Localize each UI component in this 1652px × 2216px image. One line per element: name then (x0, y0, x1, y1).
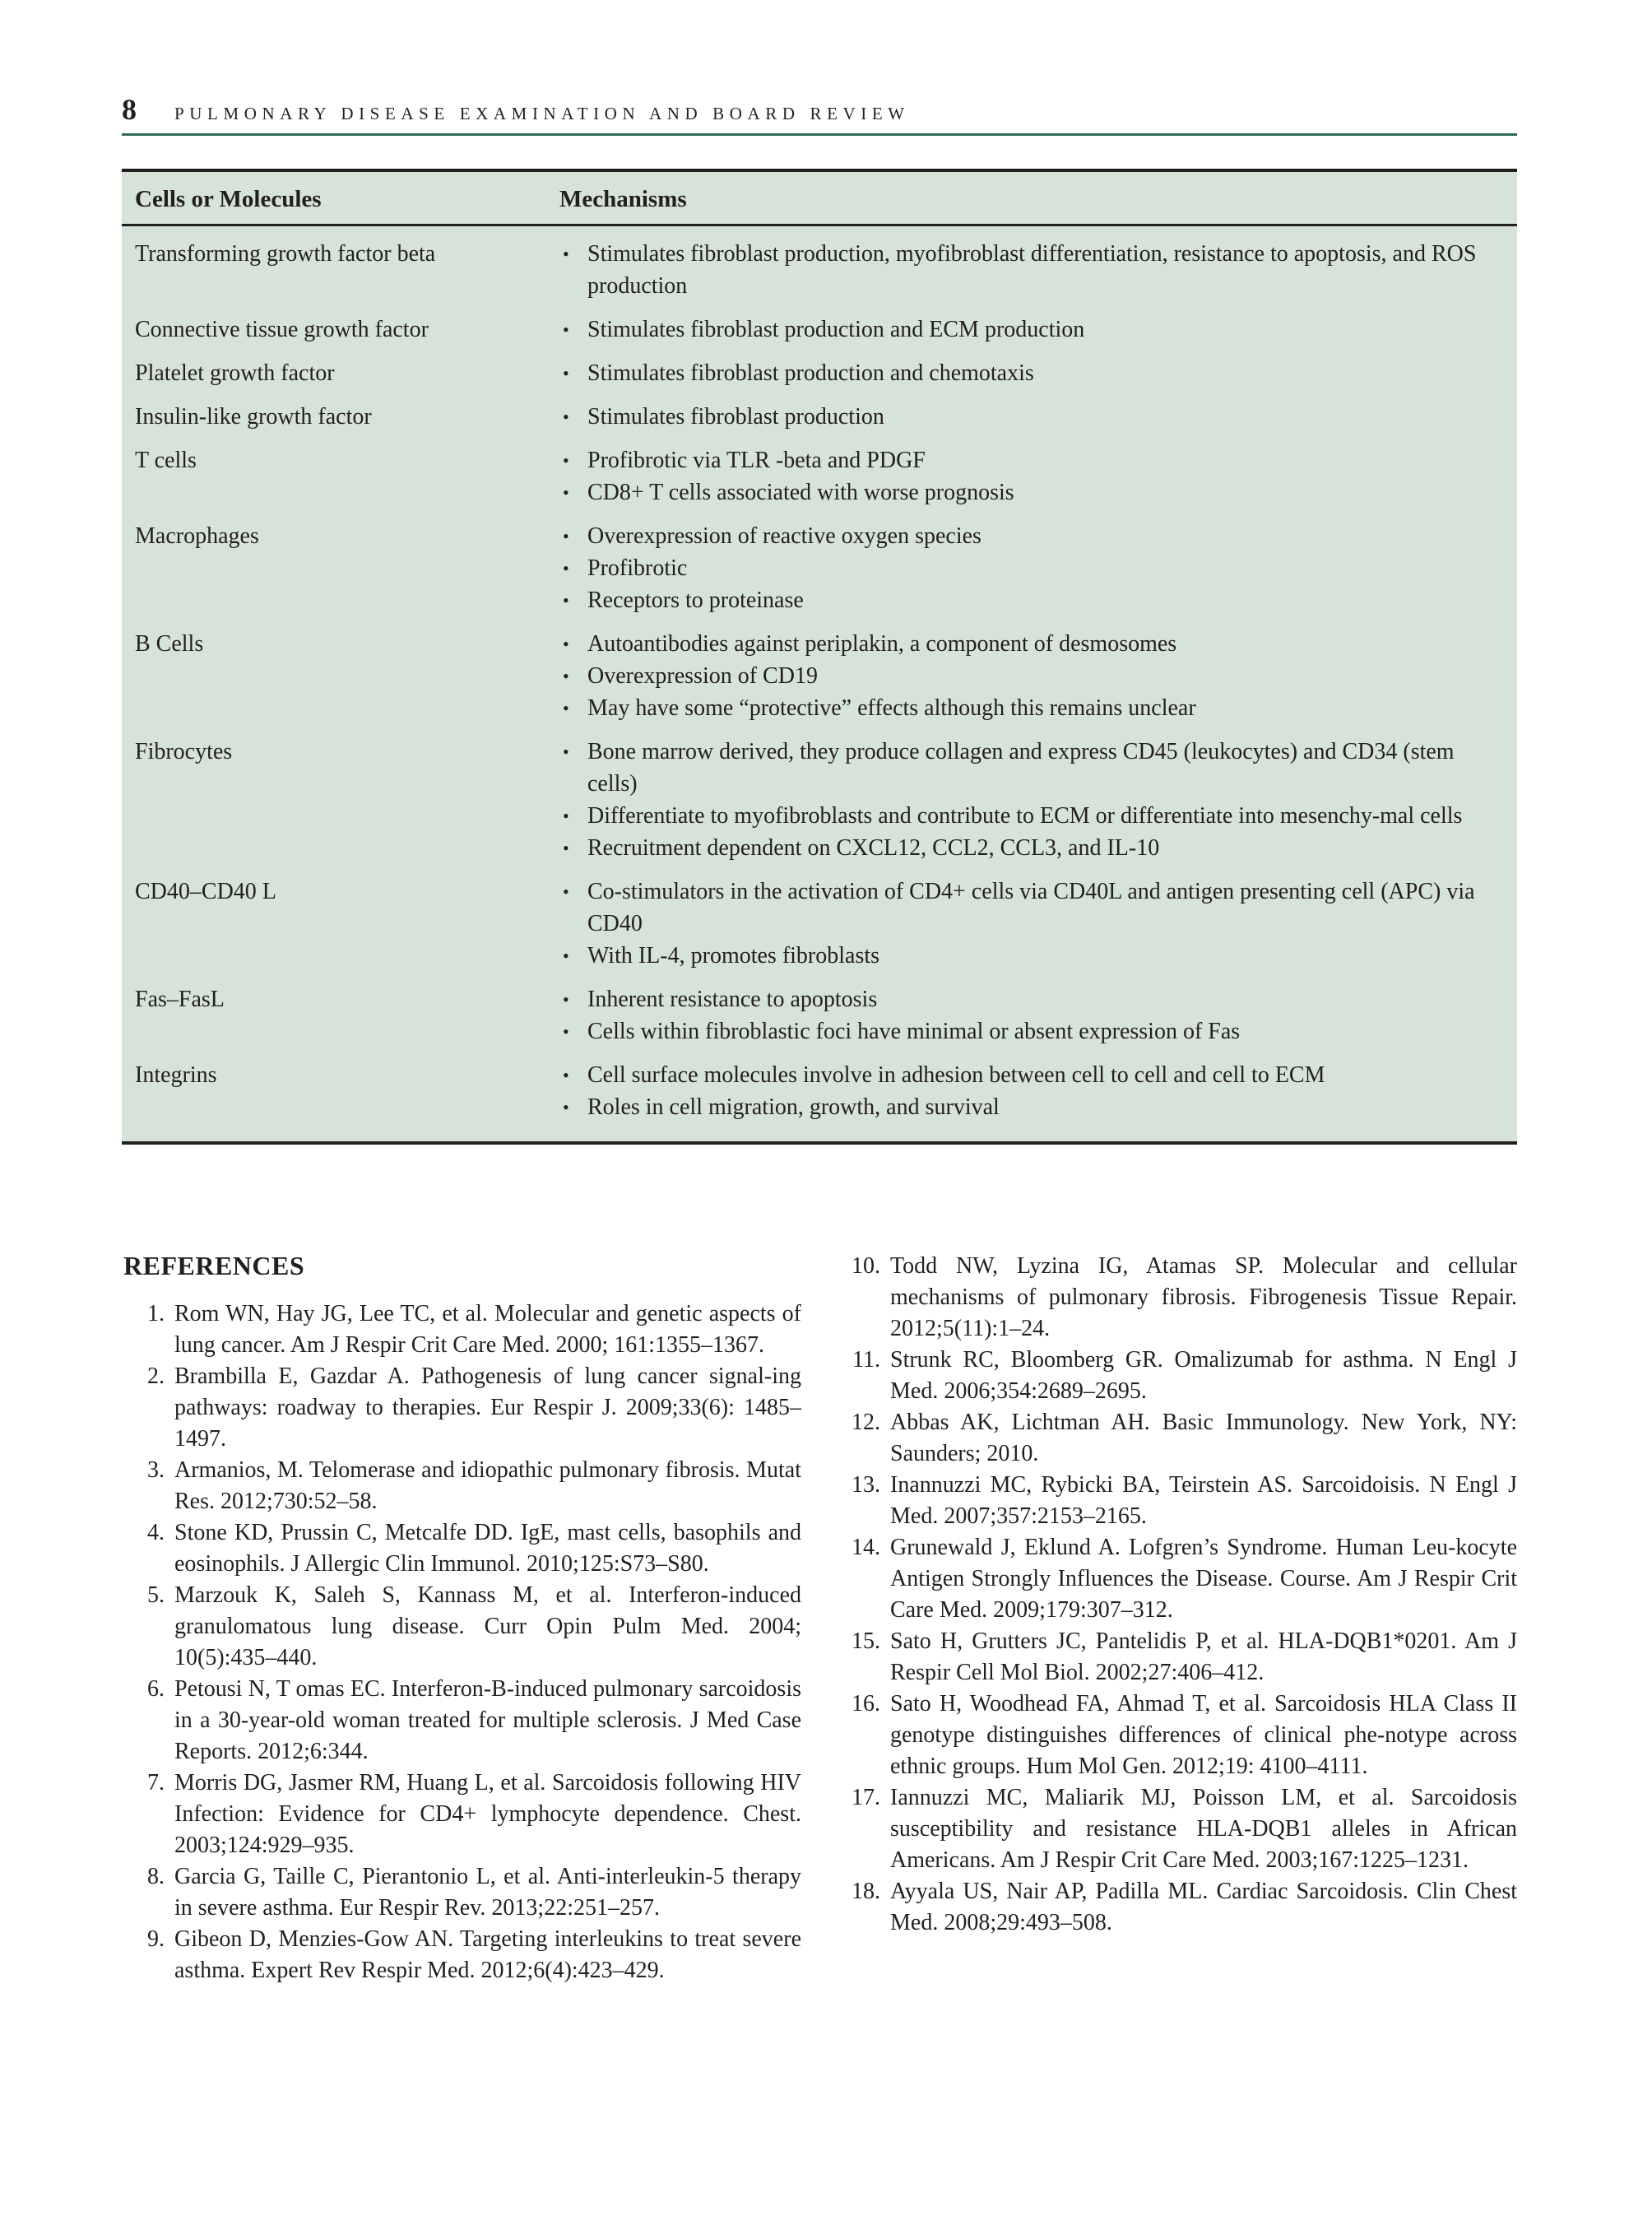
table-row (122, 307, 1517, 351)
row-label: Fas–FasL (135, 987, 225, 1012)
mechanism-bullet: • Bone marrow derived, they produce collagen and express CD45 (leukocytes) and CD34 (stem cells) (559, 736, 1502, 800)
reference-text: Iannuzzi MC, Maliarik MJ, Poisson LM, et al. Sarcoidosis susceptibility and resistance HLA-DQB1 alleles in African Americans. Am J Respir Crit Care Med. 2003;167:1225–1231. (890, 1785, 1517, 1873)
mechanism-bullet: • Stimulates fibroblast production and chemotaxis (559, 357, 1502, 389)
row-mechanisms (546, 513, 1517, 621)
table-row (122, 1052, 1517, 1141)
reference-text: Morris DG, Jasmer RM, Huang L, et al. Sarcoidosis following HIV Infection: Evidence for CD4+ lymphocyte dependence. Chest. 2003;124:929–935. (174, 1770, 801, 1858)
row-label: Fibrocytes (135, 739, 233, 764)
table-row (122, 394, 1517, 438)
reference-item (838, 1532, 1517, 1626)
reference-text: Stone KD, Prussin C, Metcalfe DD. IgE, mast cells, basophils and eosinophils. J Allergic Clin Immunol. 2010;125:S73–S80. (174, 1520, 801, 1577)
mechanism-bullet: • Stimulates fibroblast production (559, 401, 1502, 433)
mechanism-list (559, 520, 1502, 616)
reference-item (838, 1876, 1517, 1939)
row-label: CD40–CD40 L (135, 879, 276, 904)
row-label: Transforming growth factor beta (135, 241, 436, 267)
column-header-cells: Cells or Molecules (122, 172, 546, 225)
row-mechanisms (546, 307, 1517, 351)
reference-number: 9. (147, 1926, 165, 1952)
mechanism-list (559, 1059, 1502, 1123)
reference-text: Sato H, Grutters JC, Pantelidis P, et al. HLA-DQB1*0201. Am J Respir Cell Mol Biol. 2002;27:406–412. (890, 1628, 1517, 1685)
reference-text: Inannuzzi MC, Rybicki BA, Teirstein AS. Sarcoidoisis. N Engl J Med. 2007;357:2153–2165. (890, 1472, 1517, 1529)
reference-number: 6. (147, 1676, 165, 1702)
reference-text: Marzouk K, Saleh S, Kannass M, et al. Interferon-induced granulomatous lung disease. Curr Opin Pulm Med. 2004; 10(5):435–440. (174, 1582, 801, 1670)
reference-text: Sato H, Woodhead FA, Ahmad T, et al. Sarcoidosis HLA Class II genotype distinguishes differences of clinical phe-notype across ethnic groups. Hum Mol Gen. 2012;19: 4100–4111. (890, 1691, 1517, 1779)
references-left-column (122, 1298, 801, 1986)
table-row (122, 351, 1517, 394)
reference-item (838, 1689, 1517, 1782)
reference-number: 8. (147, 1864, 165, 1889)
reference-item (838, 1251, 1517, 1345)
row-mechanisms (546, 621, 1517, 729)
mechanism-bullet: • Profibrotic via TLR -beta and PDGF (559, 444, 1502, 476)
reference-number: 10. (852, 1253, 880, 1279)
mechanism-bullet: • Overexpression of CD19 (559, 660, 1502, 692)
mechanism-list (559, 736, 1502, 864)
row-label: T cells (135, 448, 197, 473)
reference-text: Petousi N, T omas EC. Interferon-B-induced pulmonary sarcoidosis in a 30-year-old woman treated for multiple sclerosis. J Med Case Reports. 2012;6:344. (174, 1676, 801, 1764)
mechanism-bullet: • Recruitment dependent on CXCL12, CCL2, CCL3, and IL-10 (559, 832, 1502, 864)
mechanism-bullet: • Receptors to proteinase (559, 584, 1502, 616)
reference-text: Brambilla E, Gazdar A. Pathogenesis of lung cancer signal-ing pathways: roadway to therapies. Eur Respir J. 2009;33(6): 1485–1497. (174, 1364, 801, 1452)
table-row (122, 621, 1517, 729)
reference-number: 16. (852, 1691, 880, 1717)
mechanism-bullet: • Autoantibodies against periplakin, a component of desmosomes (559, 628, 1502, 660)
row-mechanisms (546, 394, 1517, 438)
reference-number: 1. (147, 1301, 165, 1326)
mechanism-bullet: • Co-stimulators in the activation of CD4+ cells via CD40L and antigen presenting cell (APC) via CD40 (559, 876, 1502, 940)
reference-item (122, 1768, 801, 1861)
reference-item (122, 1455, 801, 1517)
mechanism-list (559, 876, 1502, 972)
table-body (122, 225, 1517, 1142)
reference-text: Abbas AK, Lichtman AH. Basic Immunology. New York, NY: Saunders; 2010. (890, 1410, 1517, 1466)
mechanism-bullet: • May have some “protective” effects although this remains unclear (559, 692, 1502, 724)
table-row (122, 225, 1517, 308)
mechanism-bullet: • Stimulates fibroblast production, myofibroblast differentiation, resistance to apoptosis, and ROS production (559, 238, 1502, 302)
references-right-column (838, 1251, 1517, 1939)
mechanism-bullet: • CD8+ T cells associated with worse prognosis (559, 476, 1502, 509)
reference-text: Gibeon D, Menzies-Gow AN. Targeting interleukins to treat severe asthma. Expert Rev Respir Med. 2012;6(4):423–429. (174, 1926, 801, 1983)
mechanism-bullet: • Differentiate to myofibroblasts and contribute to ECM or differentiate into mesenchy-mal cells (559, 800, 1502, 832)
reference-text: Todd NW, Lyzina IG, Atamas SP. Molecular and cellular mechanisms of pulmonary fibrosis. Fibrogenesis Tissue Repair. 2012;5(11):1–24. (890, 1253, 1517, 1341)
row-mechanisms (546, 225, 1517, 308)
mechanism-bullet: • With IL-4, promotes fibroblasts (559, 940, 1502, 972)
reference-number: 3. (147, 1457, 165, 1483)
table-row (122, 869, 1517, 977)
mechanism-list (559, 444, 1502, 509)
reference-number: 13. (852, 1472, 880, 1498)
reference-number: 17. (852, 1785, 880, 1810)
mechanism-list (559, 401, 1502, 433)
reference-number: 14. (852, 1535, 880, 1560)
table-header-row (122, 172, 1517, 225)
mechanism-bullet: • Stimulates fibroblast production and ECM production (559, 314, 1502, 346)
mechanism-list (559, 628, 1502, 724)
reference-item (122, 1517, 801, 1580)
table-row (122, 438, 1517, 513)
reference-item (122, 1924, 801, 1986)
mechanisms-table (122, 169, 1517, 1145)
reference-item (838, 1470, 1517, 1532)
row-label: Macrophages (135, 523, 259, 549)
references-heading: REFERENCES (123, 1251, 305, 1280)
row-label: Integrins (135, 1062, 217, 1088)
table-row (122, 513, 1517, 621)
reference-item (122, 1674, 801, 1768)
reference-item (838, 1345, 1517, 1407)
reference-item (122, 1580, 801, 1674)
reference-text: Armanios, M. Telomerase and idiopathic pulmonary fibrosis. Mutat Res. 2012;730:52–58. (174, 1457, 801, 1514)
column-header-mechanisms: Mechanisms (546, 172, 1517, 225)
mechanism-bullet: • Overexpression of reactive oxygen species (559, 520, 1502, 552)
reference-number: 5. (147, 1582, 165, 1608)
reference-item (122, 1861, 801, 1924)
row-mechanisms (546, 977, 1517, 1052)
table-row (122, 729, 1517, 869)
row-label: Insulin-like growth factor (135, 404, 372, 430)
reference-number: 11. (852, 1347, 880, 1373)
row-label: B Cells (135, 631, 204, 657)
page-header (122, 92, 1517, 136)
reference-item (122, 1361, 801, 1455)
reference-number: 2. (147, 1364, 165, 1389)
row-mechanisms (546, 729, 1517, 869)
reference-text: Grunewald J, Eklund A. Lofgren’s Syndrome. Human Leu-kocyte Antigen Strongly Influences the Disease. Course. Am J Respir Crit Care Med. 2009;179:307–312. (890, 1535, 1517, 1623)
table-row (122, 977, 1517, 1052)
mechanism-list (559, 983, 1502, 1048)
row-mechanisms (546, 438, 1517, 513)
mechanism-bullet: • Cell surface molecules involve in adhesion between cell to cell and cell to ECM (559, 1059, 1502, 1091)
row-mechanisms (546, 1052, 1517, 1141)
reference-number: 18. (852, 1879, 880, 1904)
mechanism-bullet: • Roles in cell migration, growth, and survival (559, 1091, 1502, 1123)
row-label: Platelet growth factor (135, 360, 335, 386)
reference-number: 4. (147, 1520, 165, 1545)
row-label: Connective tissue growth factor (135, 317, 429, 342)
reference-text: Garcia G, Taille C, Pierantonio L, et al. Anti-interleukin-5 therapy in severe asthma. Eur Respir Rev. 2013;22:251–257. (174, 1864, 801, 1921)
running-head: PULMONARY DISEASE EXAMINATION AND BOARD REVIEW (174, 104, 910, 123)
mechanism-list (559, 238, 1502, 302)
reference-item (838, 1782, 1517, 1876)
reference-item (838, 1407, 1517, 1470)
reference-text: Rom WN, Hay JG, Lee TC, et al. Molecular and genetic aspects of lung cancer. Am J Respir Crit Care Med. 2000; 161:1355–1367. (174, 1301, 801, 1358)
mechanism-bullet: • Inherent resistance to apoptosis (559, 983, 1502, 1015)
mechanism-list (559, 314, 1502, 346)
mechanism-bullet: • Cells within fibroblastic foci have minimal or absent expression of Fas (559, 1015, 1502, 1048)
reference-text: Strunk RC, Bloomberg GR. Omalizumab for asthma. N Engl J Med. 2006;354:2689–2695. (890, 1347, 1517, 1404)
reference-number: 7. (147, 1770, 165, 1796)
mechanism-bullet: • Profibrotic (559, 552, 1502, 584)
reference-item (838, 1626, 1517, 1689)
page-number: 8 (122, 93, 137, 126)
reference-text: Ayyala US, Nair AP, Padilla ML. Cardiac Sarcoidosis. Clin Chest Med. 2008;29:493–508. (890, 1879, 1517, 1935)
row-mechanisms (546, 351, 1517, 394)
reference-number: 12. (852, 1410, 880, 1435)
row-mechanisms (546, 869, 1517, 977)
mechanism-list (559, 357, 1502, 389)
reference-item (122, 1298, 801, 1361)
reference-number: 15. (852, 1628, 880, 1654)
